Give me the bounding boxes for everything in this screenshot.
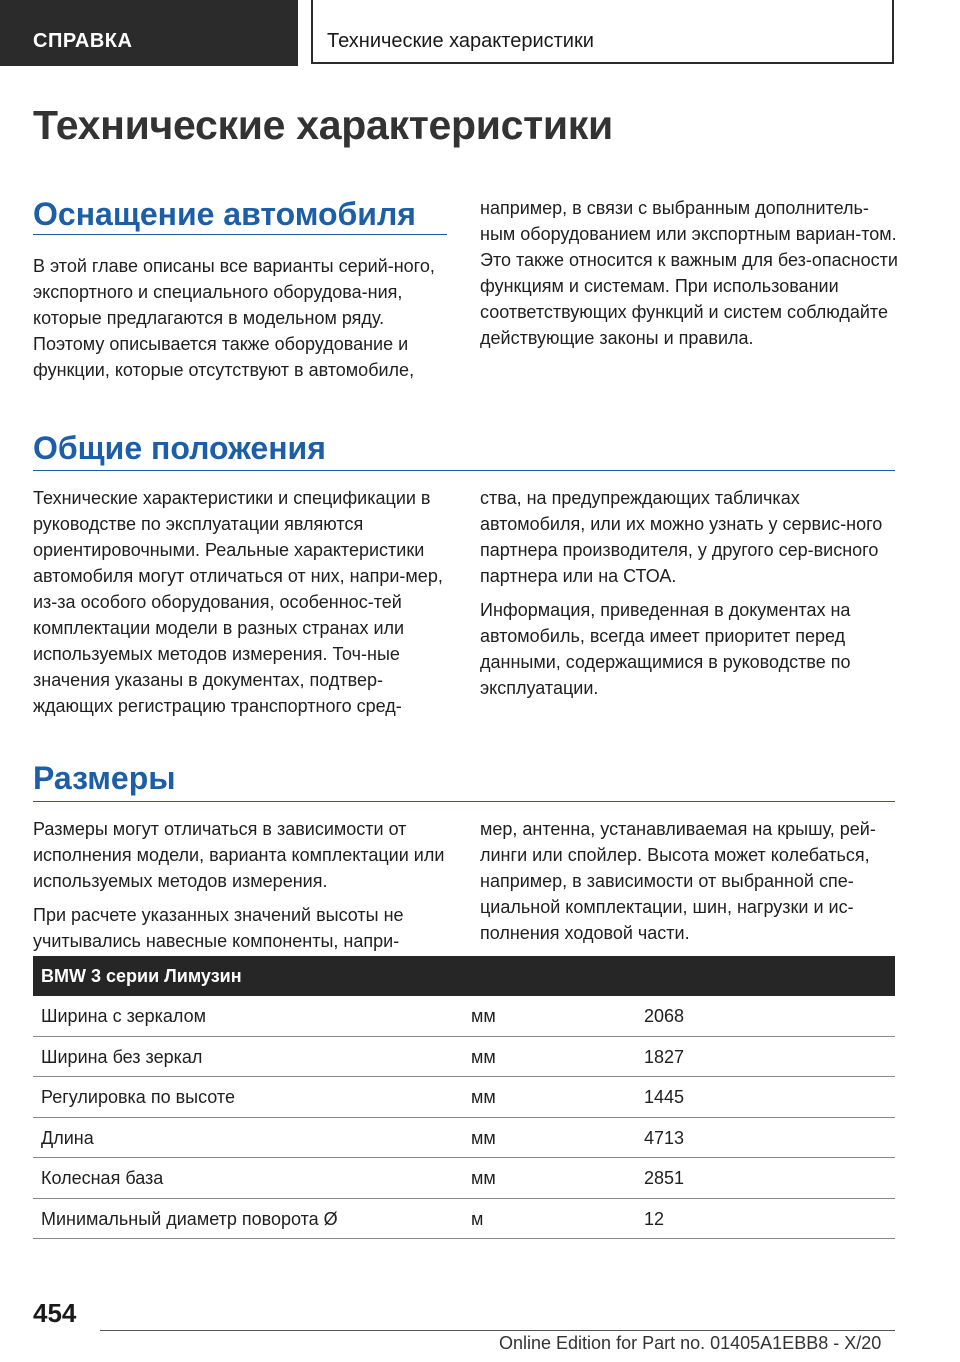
- section-equipment-right-column: [480, 195, 900, 359]
- row-value: 1445: [644, 1087, 685, 1107]
- section-general-right-column: [480, 485, 900, 709]
- page-header: [0, 0, 960, 66]
- row-unit: мм: [471, 1006, 496, 1026]
- row-name: Ширина без зеркал: [41, 1046, 203, 1067]
- row-unit: м: [471, 1208, 484, 1229]
- row-name: Ширина с зеркалом: [41, 1006, 207, 1026]
- paragraph: например, в связи с выбранным дополнитель-ным оборудованием или экспортным вариан-том. Это также относится к важным для без-опасности функциям и системам. При использовании соответствующих функций и систем соблюдайте действующие законы и правила.: [480, 198, 898, 348]
- section-title-dimensions: Размеры: [33, 760, 176, 796]
- paragraph: Информация, приведенная в документах на автомобиль, всегда имеет приоритет перед данными, содержащимися в руководстве по эксплуатации.: [480, 600, 851, 698]
- row-name: Колесная база: [41, 1168, 164, 1188]
- paragraph: В этой главе описаны все варианты серий-ного, экспортного и специального оборудова-ния, которые предлагаются в модельном ряду. Поэтому описывается также оборудование и функции, которые отсутствуют в автомобиле,: [33, 256, 435, 380]
- row-value: 4713: [644, 1127, 685, 1148]
- table-row: [33, 1077, 895, 1118]
- row-value: 12: [644, 1208, 665, 1229]
- paragraph: Технические характеристики и спецификации в руководстве по эксплуатации являются ориентировочными. Реальные характеристики автомобиля могут отличаться от них, напри-мер, из-за особого оборудования, особеннос-тей комплектации модели в разных странах или используемых методов измерения. Точ-ные значения указаны в документах, подтвер-ждающих регистрацию транспортного сред-: [33, 488, 443, 716]
- paragraph: ства, на предупреждающих табличках автомобиля, или их можно узнать у сервис-ного партнера производителя, у другого сер-висного партнера или на СТОА.: [480, 488, 883, 586]
- row-name: Длина: [41, 1127, 94, 1148]
- section-title-equipment: Оснащение автомобиля: [33, 196, 416, 232]
- page-title: Технические характеристики: [33, 102, 613, 148]
- section-title-general: Общие положения: [33, 430, 326, 466]
- paragraph: мер, антенна, устанавливаемая на крышу, рей-линги или спойлер. Высота может колебаться, например, в зависимости от выбранной спе-циальной комплектации, шин, нагрузки и ис-полнения ходовой части.: [480, 819, 876, 943]
- section-divider: [33, 801, 895, 802]
- section-general-left-column: [33, 485, 453, 727]
- chapter-label: Технические характеристики: [311, 0, 894, 64]
- section-dimensions-left-column: [33, 816, 453, 962]
- paragraph: Размеры могут отличаться в зависимости от исполнения модели, варианта комплектации или используемых методов измерения.: [33, 819, 445, 891]
- section-dimensions-right-column: [480, 816, 900, 954]
- row-value: 2851: [644, 1168, 685, 1188]
- footer-divider: [100, 1330, 895, 1331]
- row-unit: мм: [471, 1168, 496, 1188]
- paragraph: При расчете указанных значений высоты не учитывались навесные компоненты, напри-: [33, 905, 404, 951]
- row-unit: мм: [471, 1087, 496, 1107]
- table-row: [33, 1037, 895, 1078]
- footer-edition-text: Online Edition for Part no. 01405A1EBB8 - X/20: [499, 1333, 882, 1353]
- row-name: Регулировка по высоте: [41, 1087, 235, 1107]
- dimensions-table: [33, 956, 895, 1239]
- section-equipment-left-column: [33, 253, 453, 391]
- table-row: [33, 1118, 895, 1159]
- row-name: Минимальный диаметр поворота Ø: [41, 1208, 338, 1229]
- section-divider: [33, 234, 447, 235]
- page-number: 454: [33, 1298, 77, 1328]
- section-divider: [33, 470, 895, 471]
- section-label: СПРАВКА: [0, 0, 298, 66]
- table-header: BMW 3 серии Лимузин: [33, 956, 895, 996]
- table-row: [33, 1158, 895, 1199]
- table-row: [33, 1199, 895, 1240]
- table-row: [33, 996, 895, 1037]
- row-value: 2068: [644, 1006, 685, 1026]
- row-unit: мм: [471, 1127, 496, 1148]
- row-value: 1827: [644, 1046, 685, 1067]
- row-unit: мм: [471, 1046, 496, 1067]
